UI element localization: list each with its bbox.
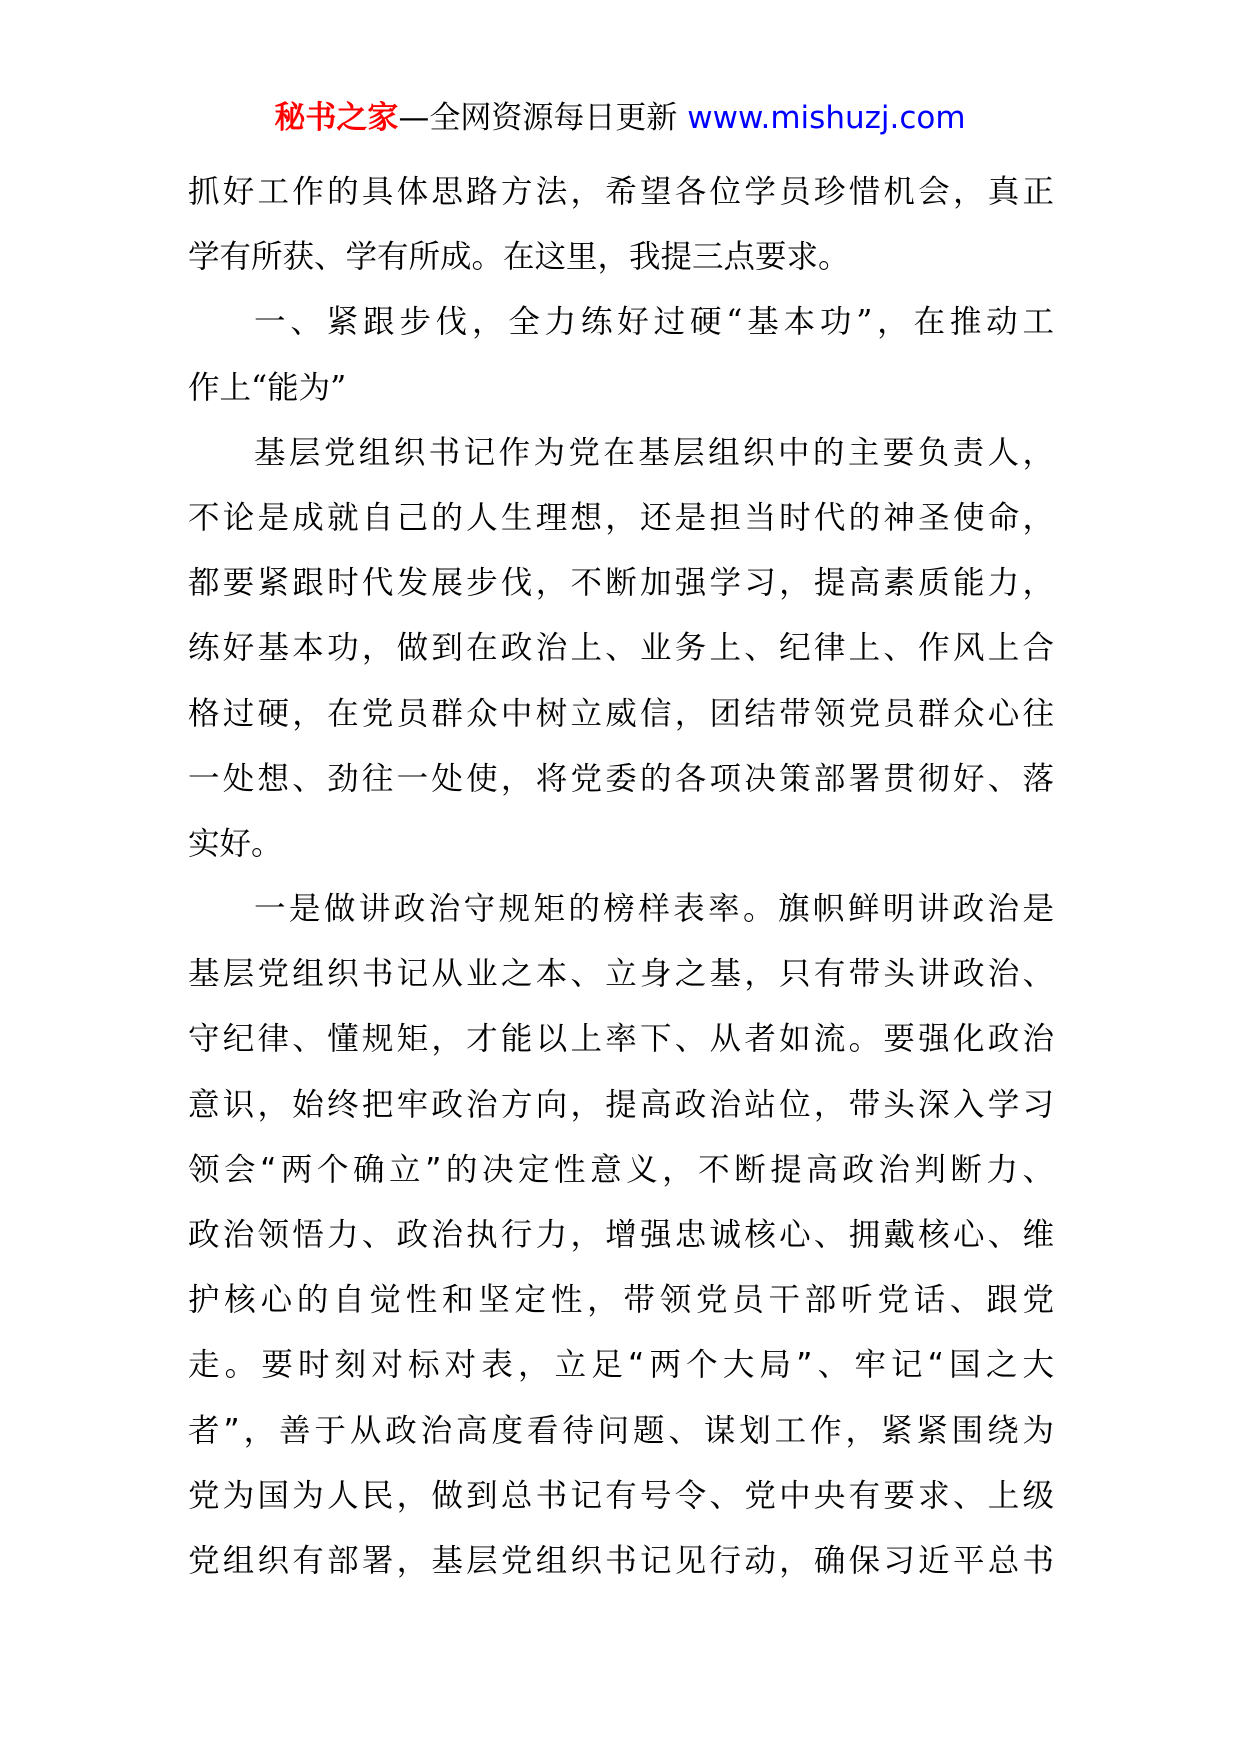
body-line: 一处想、劲往一处使，将党委的各项决策部署贯彻好、落 bbox=[188, 760, 1054, 797]
body-line: 练好基本功，做到在政治上、业务上、纪律上、作风上合 bbox=[188, 630, 1054, 667]
document-body bbox=[188, 160, 1054, 1594]
body-line: 一是做讲政治守规矩的榜样表率。旗帜鲜明讲政治是 bbox=[254, 891, 1054, 928]
body-line: 政治领悟力、政治执行力，增强忠诚核心、拥戴核心、维 bbox=[188, 1217, 1054, 1253]
site-url-link[interactable]: www.mishuzj.com bbox=[687, 100, 966, 136]
body-line: 意识，始终把牢政治方向，提高政治站位，带头深入学习 bbox=[188, 1086, 1054, 1123]
body-line: 守纪律、懂规矩，才能以上率下、从者如流。要强化政治 bbox=[188, 1021, 1054, 1058]
section-heading: 作上“能为” bbox=[188, 369, 347, 406]
body-line: 都要紧跟时代发展步伐，不断加强学习，提高素质能力， bbox=[188, 565, 1054, 602]
body-line: 党为国为人民，做到总书记有号令、党中央有要求、上级 bbox=[188, 1477, 1054, 1514]
body-line: 实好。 bbox=[188, 825, 283, 862]
body-line: 学有所获、学有所成。在这里，我提三点要求。 bbox=[188, 239, 850, 276]
body-line: 基层党组织书记作为党在基层组织中的主要负责人， bbox=[254, 434, 1054, 471]
section-heading: 一、紧跟步伐，全力练好过硬“基本功”，在推动工 bbox=[254, 304, 1054, 341]
body-line: 领会“两个确立”的决定性意义，不断提高政治判断力、 bbox=[188, 1151, 1054, 1188]
body-line: 者”，善于从政治高度看待问题、谋划工作，紧紧围绕为 bbox=[188, 1412, 1054, 1449]
body-line: 格过硬，在党员群众中树立威信，团结带领党员群众心往 bbox=[188, 695, 1054, 732]
site-header bbox=[0, 96, 1240, 140]
body-line: 党组织有部署，基层党组织书记见行动，确保习近平总书 bbox=[188, 1542, 1054, 1579]
site-tagline: —全网资源每日更新 bbox=[398, 100, 688, 136]
body-line: 走。要时刻对标对表，立足“两个大局”、牢记“国之大 bbox=[188, 1347, 1054, 1384]
body-line: 基层党组织书记从业之本、立身之基，只有带头讲政治、 bbox=[188, 956, 1054, 993]
site-brand: 秘书之家 bbox=[274, 100, 399, 136]
body-line: 护核心的自觉性和坚定性，带领党员干部听党话、跟党 bbox=[188, 1282, 1054, 1319]
body-line: 抓好工作的具体思路方法，希望各位学员珍惜机会，真正 bbox=[188, 174, 1054, 210]
body-line: 不论是成就自己的人生理想，还是担当时代的神圣使命， bbox=[188, 499, 1054, 536]
